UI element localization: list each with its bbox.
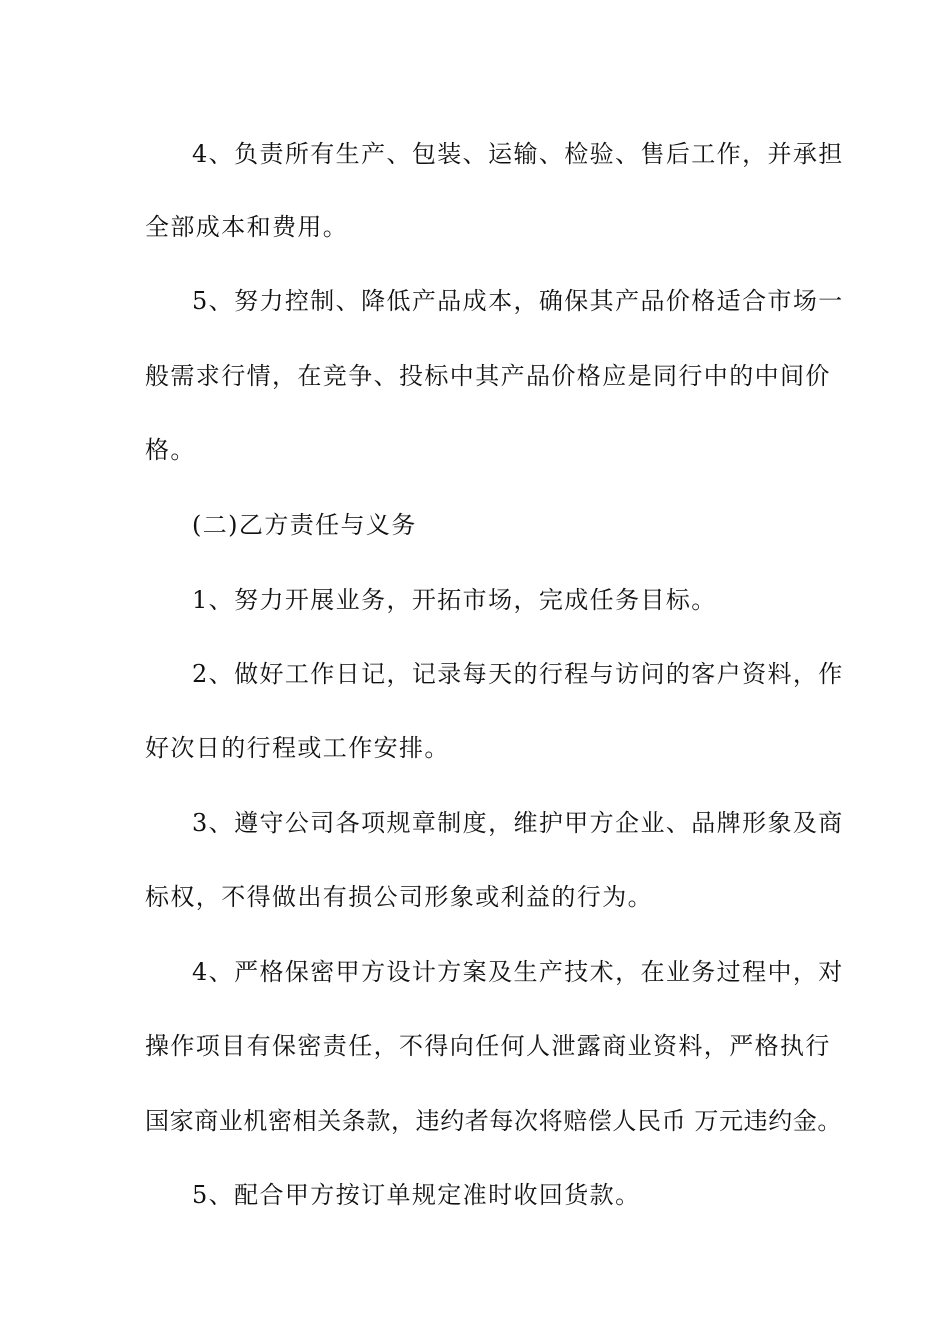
paragraph-line: 3、遵守公司各项规章制度，维护甲方企业、品牌形象及商 xyxy=(192,809,844,837)
paragraph-line: 5、配合甲方按订单规定准时收回货款。 xyxy=(192,1181,641,1209)
paragraph-line: 1、努力开展业务，开拓市场，完成任务目标。 xyxy=(192,586,717,614)
paragraph-line: 2、做好工作日记，记录每天的行程与访问的客户资料，作 xyxy=(192,660,844,688)
paragraph-line: 4、严格保密甲方设计方案及生产技术，在业务过程中，对 xyxy=(192,958,844,986)
paragraph-line: 格。 xyxy=(145,436,196,464)
paragraph-line: 4、负责所有生产、包装、运输、检验、售后工作，并承担 xyxy=(192,140,844,168)
paragraph-line: 般需求行情，在竞争、投标中其产品价格应是同行中的中间价 xyxy=(145,362,831,390)
paragraph-line: 好次日的行程或工作安排。 xyxy=(145,734,450,762)
paragraph-line: 标权，不得做出有损公司形象或利益的行为。 xyxy=(145,883,653,911)
paragraph-line: 操作项目有保密责任，不得向任何人泄露商业资料，严格执行 xyxy=(145,1032,831,1060)
paragraph-line: 国家商业机密相关条款，违约者每次将赔偿人民币 万元违约金。 xyxy=(145,1107,843,1135)
paragraph-line: 全部成本和费用。 xyxy=(145,213,349,241)
paragraph-line: 5、努力控制、降低产品成本，确保其产品价格适合市场一 xyxy=(192,287,844,315)
section-heading: (二)乙方责任与义务 xyxy=(192,511,417,539)
